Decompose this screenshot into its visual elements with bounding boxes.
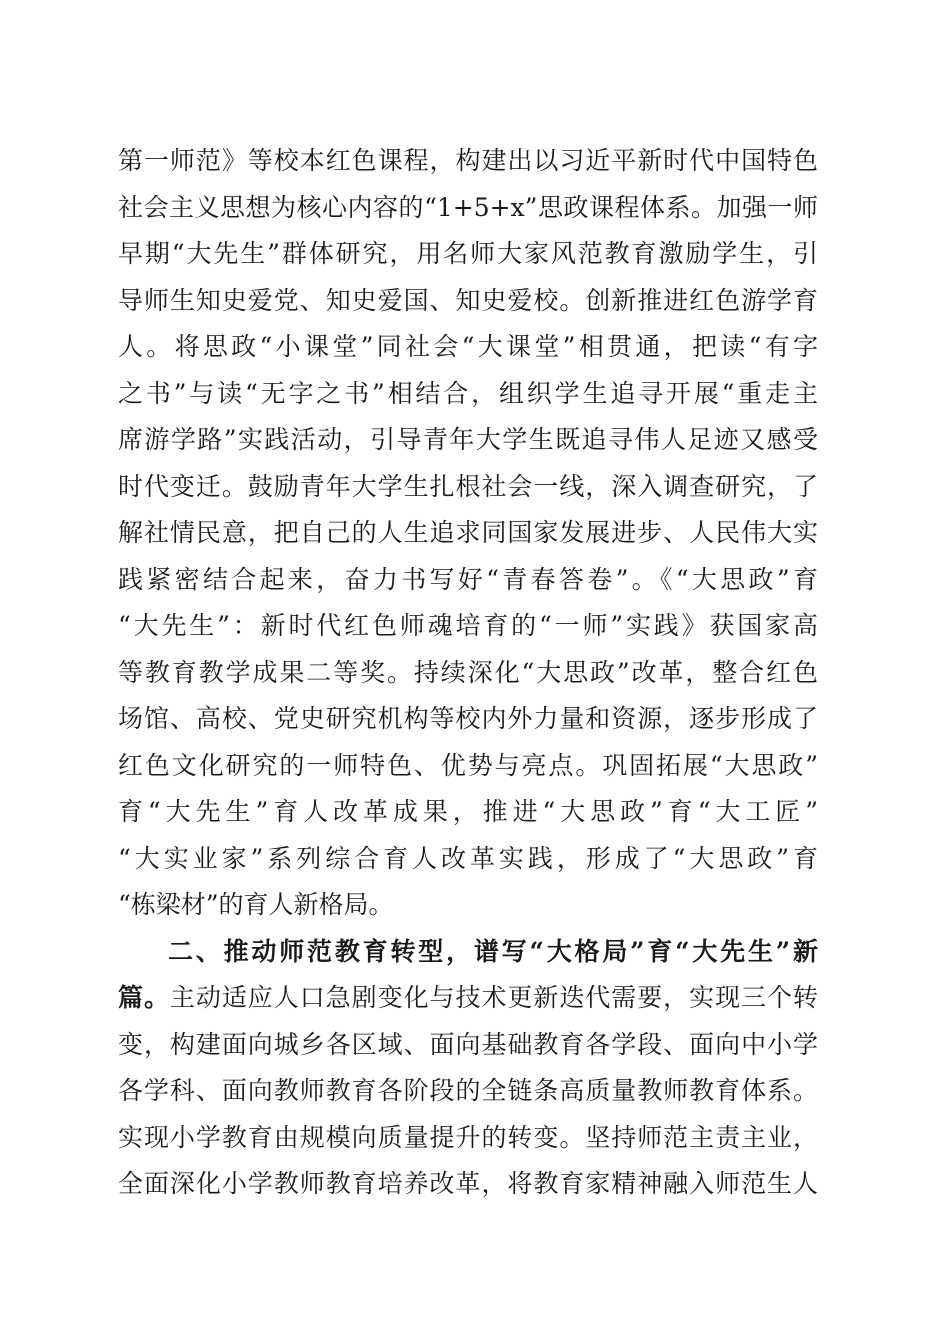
text-line: “大先生”：新时代红色师魂培育的“一师”实践》获国家高	[118, 611, 818, 640]
text-line: 等教育教学成果二等奖。持续深化“大思政”改革，整合红色	[118, 657, 818, 687]
text-line	[118, 975, 818, 1022]
section-heading: 二、推动师范教育转型，谱写“大格局”育“大先生”新	[168, 936, 818, 966]
text-line: 导师生知史爱党、知史爱国、知史爱校。创新推进红色游学育	[118, 285, 818, 315]
text-line: 人。将思政“小课堂”同社会“大课堂”相贯通，把读“有字	[118, 332, 818, 361]
text-line: 第一师范》等校本红色课程，构建出以习近平新时代中国特色	[118, 146, 818, 175]
text-line: 早期“大先生”群体研究，用名师大家风范教育激励学生，引	[118, 239, 818, 268]
document-body	[118, 138, 818, 1208]
paragraph-2	[118, 929, 818, 1208]
text-line: 育“大先生”育人改革成果，推进“大思政”育“大工匠”	[118, 797, 818, 826]
section-heading-end: 篇。	[118, 983, 170, 1012]
text-run: 主动适应人口急剧变化与技术更新迭代需要，实现三个转	[169, 983, 818, 1012]
text-line: 各学科、面向教师教育各阶段的全链条高质量教师教育体系。	[118, 1076, 818, 1105]
text-line: 社会主义思想为核心内容的“1+5+x”思政课程体系。加强一师	[118, 192, 818, 222]
paragraph-1	[118, 138, 818, 929]
text-line: 全面深化小学教师教育培养改革，将教育家精神融入师范生人	[118, 1169, 818, 1198]
text-line: 解社情民意，把自己的人生追求同国家发展进步、人民伟大实	[118, 518, 818, 547]
text-line: 践紧密结合起来，奋力书写好“青春答卷”。《“大思政”育	[118, 564, 818, 594]
text-line: 变，构建面向城乡各区域、面向基础教育各学段、面向中小学	[118, 1029, 818, 1059]
text-line: 席游学路”实践活动，引导青年大学生既追寻伟人足迹又感受	[118, 425, 818, 454]
text-line: 红色文化研究的一师特色、优势与亮点。巩固拓展“大思政”	[118, 750, 818, 780]
text-line: “大实业家”系列综合育人改革实践，形成了“大思政”育	[118, 843, 818, 873]
text-line: 之书”与读“无字之书”相结合，组织学生追寻开展“重走主	[118, 378, 818, 408]
text-line: 实现小学教育由规模向质量提升的转变。坚持师范主责主业，	[118, 1122, 818, 1152]
text-line: “栋梁材”的育人新格局。	[118, 890, 394, 919]
text-line: 时代变迁。鼓励青年大学生扎根社会一线，深入调查研究，了	[118, 471, 818, 501]
text-line: 场馆、高校、党史研究机构等校内外力量和资源，逐步形成了	[118, 704, 818, 733]
